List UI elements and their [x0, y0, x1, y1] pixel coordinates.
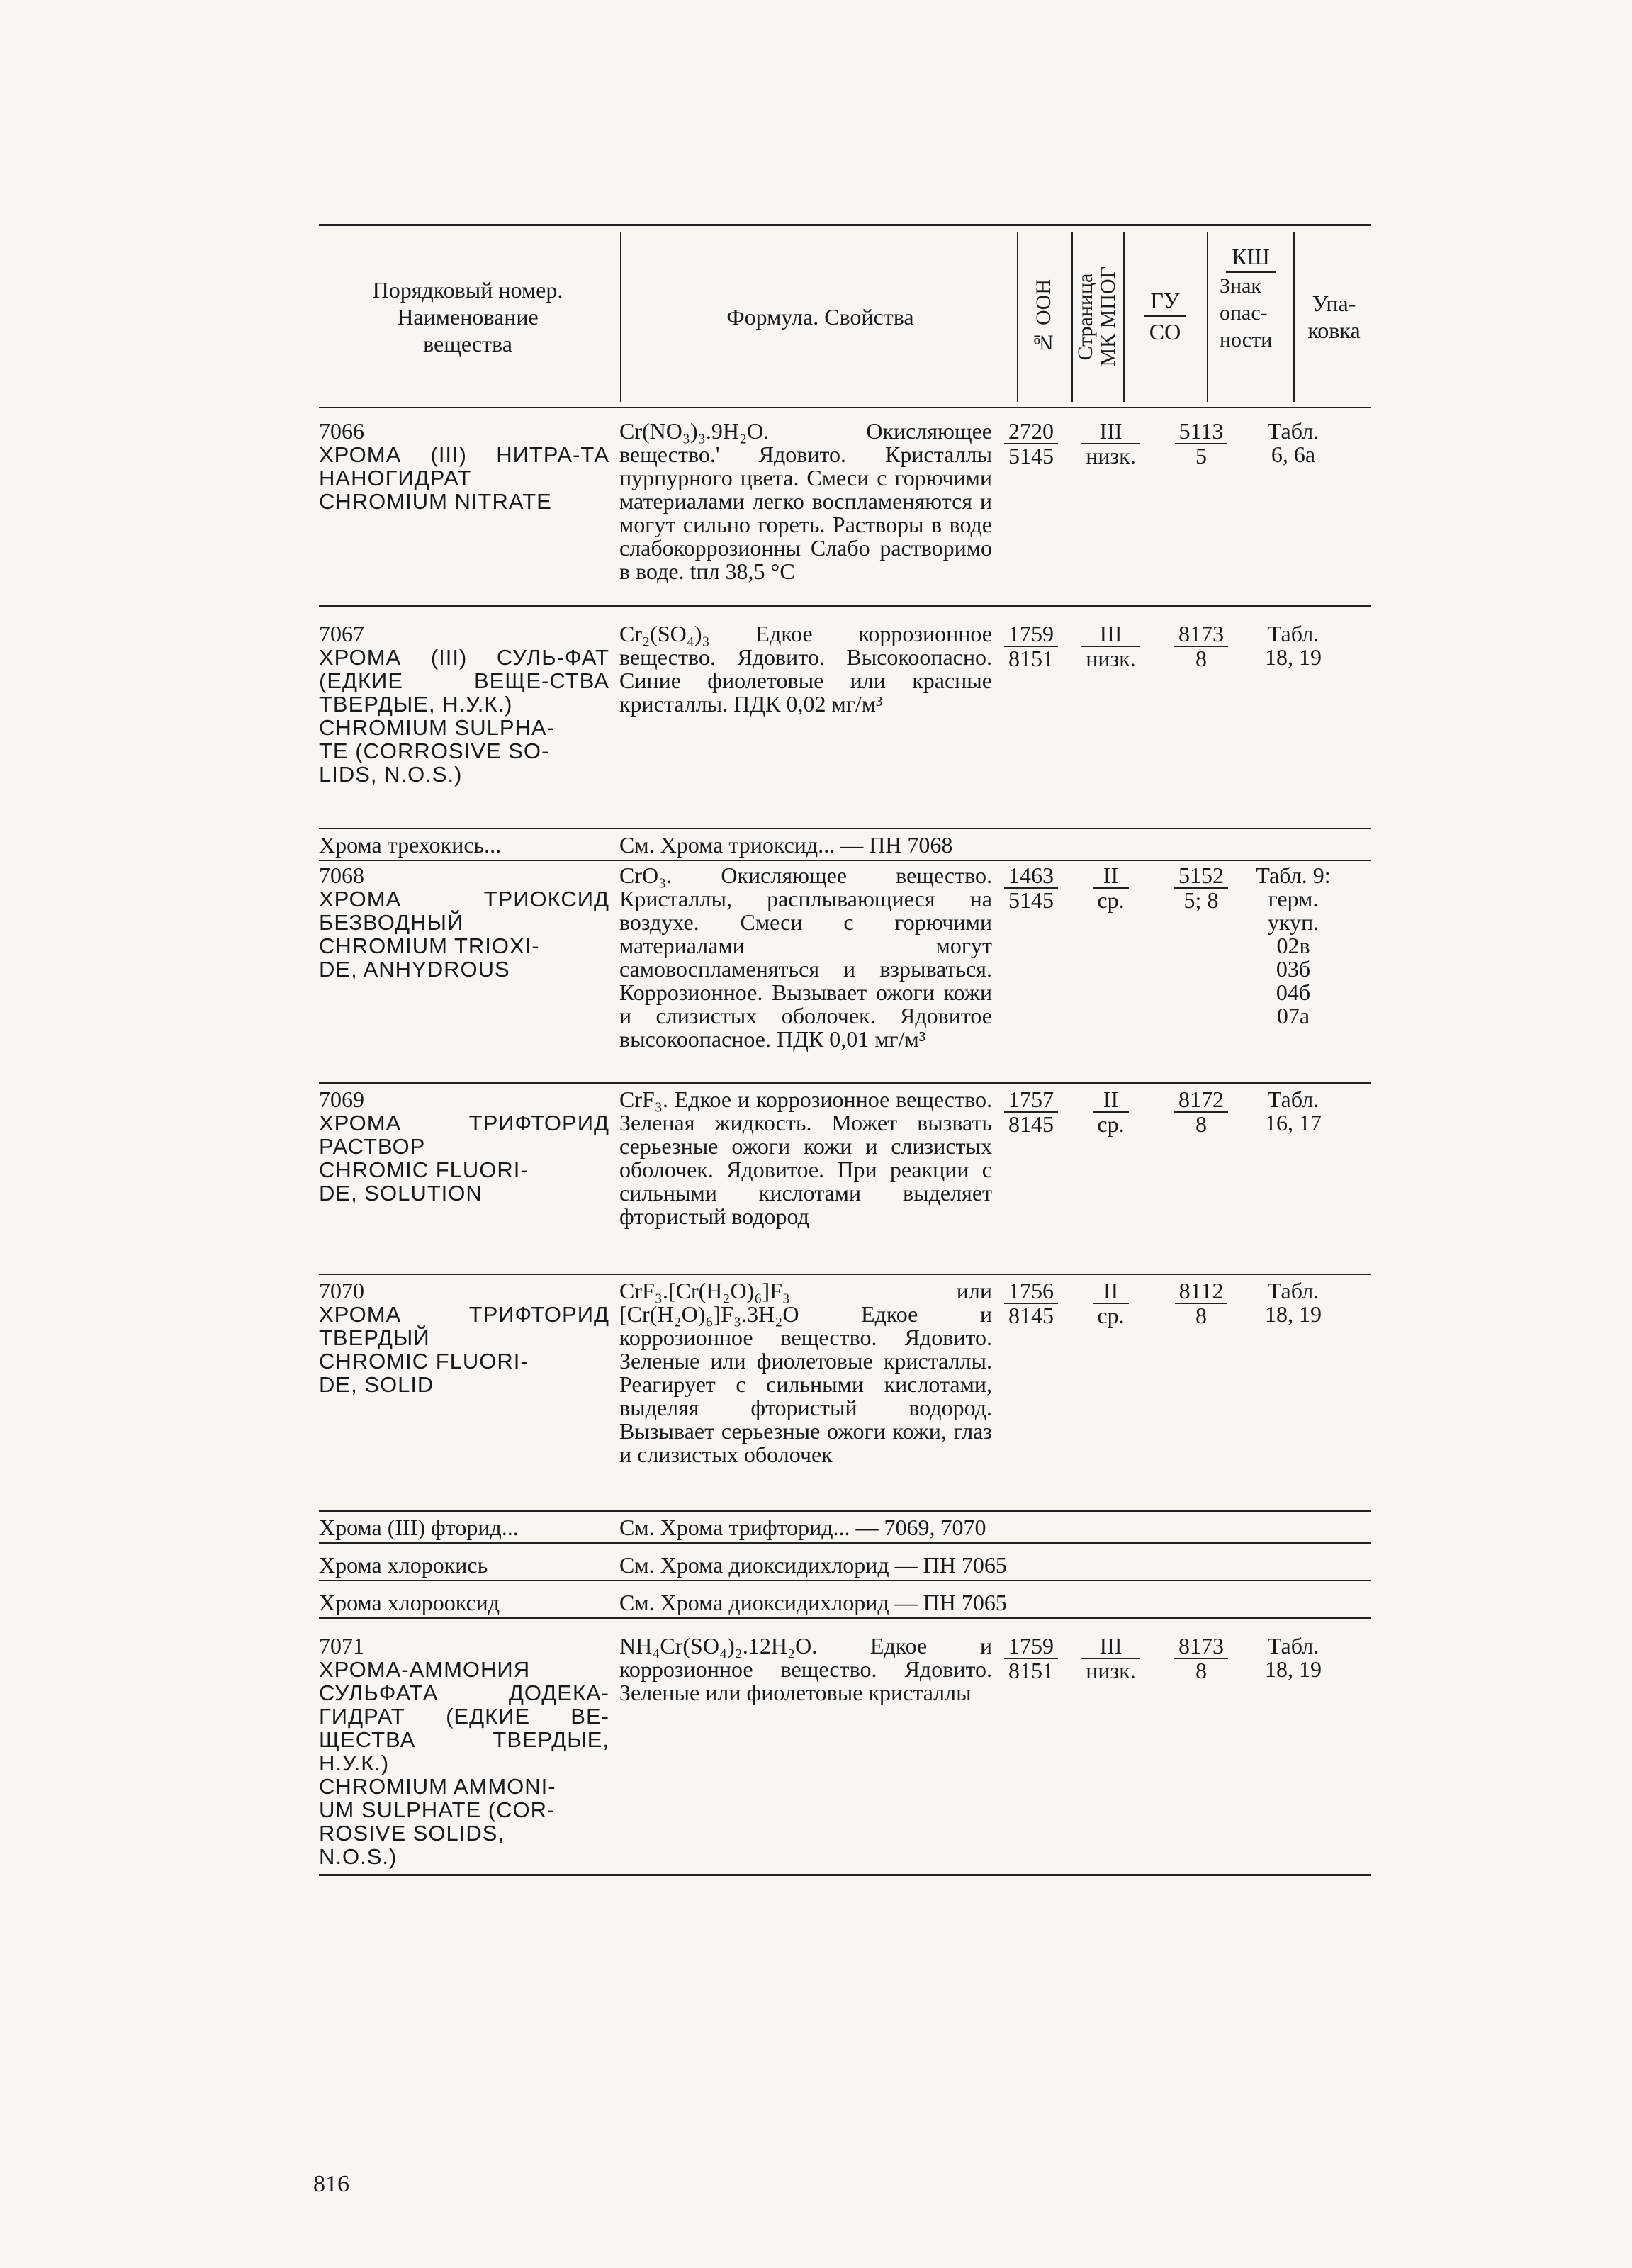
ref-text: См. Хрома диоксидихлорид — ПН 7065 — [619, 1552, 1007, 1578]
header-co-label: СО — [1144, 315, 1186, 347]
row-number: 7066 — [319, 418, 364, 444]
row-name-en: CHROMIC FLUORI- DE, SOLUTION — [319, 1157, 529, 1206]
row-un-number: 1759 — [1004, 1634, 1058, 1659]
header-name — [319, 226, 617, 407]
row-number: 7070 — [319, 1278, 364, 1303]
row-formula: NH₄Cr(SO₄)₂.12H₂O. Едкое и коррозионное вещество. Ядовито. Зеленые или фиолетовые кристаллы — [619, 1633, 992, 1705]
row-gu: II — [1093, 1279, 1128, 1304]
table-row — [319, 1084, 1371, 1274]
header-page-label: Страница МК МПОГ — [1074, 266, 1120, 367]
row-sign: 8 — [1195, 1111, 1207, 1137]
row-gu-co — [1070, 1088, 1152, 1274]
row-ksh-sign — [1152, 1088, 1251, 1274]
cross-reference — [319, 1581, 1371, 1617]
row-page-number: 5145 — [1008, 887, 1054, 913]
row-ksh: 8173 — [1174, 622, 1228, 647]
header-formula-label: Формула. Свойства — [726, 303, 914, 330]
row-ksh: 8112 — [1175, 1279, 1228, 1304]
row-un-number: 2720 — [1004, 420, 1058, 444]
header-ksh-label: КШ — [1226, 243, 1276, 273]
header-pack — [1297, 226, 1371, 407]
row-sign: 8 — [1195, 1303, 1207, 1328]
ref-name: Хрома хлорокись — [319, 1552, 488, 1578]
row-gu: III — [1081, 622, 1139, 647]
row-ksh-sign — [1152, 1634, 1251, 1874]
row-ksh-sign — [1152, 420, 1251, 605]
row-ksh-sign — [1152, 1279, 1251, 1510]
row-pack: Табл. 16, 17 — [1265, 1087, 1322, 1135]
row-gu: II — [1093, 864, 1128, 889]
row-formula: Cr₂(SO₄)₃ Едкое коррозионное вещество. Ядовито. Высокоопасно. Синие фиолетовые или красные кристаллы. ПДК 0,02 мг/м³ — [619, 621, 992, 717]
row-page-number: 8151 — [1008, 646, 1054, 671]
row-formula: CrF₃. Едкое и коррозионное вещество. Зеленая жидкость. Может вызвать серьезные ожоги кожи и слизистых оболочек. Ядовитое. При реакции с сильными кислотами выделяет фтористый водород — [619, 1087, 992, 1229]
row-co: ср. — [1097, 1111, 1125, 1137]
row-pack: Табл. 6, 6а — [1267, 418, 1319, 467]
ref-name: Хрома хлорооксид — [319, 1590, 500, 1615]
row-gu-co — [1070, 1279, 1152, 1510]
row-un-number: 1756 — [1004, 1279, 1058, 1304]
row-ksh: 8172 — [1174, 1088, 1228, 1113]
row-ksh: 5113 — [1175, 420, 1228, 444]
ref-text: См. Хрома диоксидихлорид — ПН 7065 — [619, 1590, 1007, 1615]
header-gu-label: ГУ — [1150, 287, 1180, 313]
row-gu-co — [1070, 1634, 1152, 1874]
row-pack: Табл. 18, 19 — [1265, 1278, 1322, 1327]
row-sign: 5 — [1195, 443, 1207, 468]
row-co: низк. — [1086, 646, 1136, 671]
row-name-en: CHROMIC FLUORI- DE, SOLID — [319, 1349, 529, 1397]
row-name-ru: ХРОМА-АММОНИЯ СУЛЬФАТА ДОДЕКА-ГИДРАТ (ЕДКИЕ ВЕ-ЩЕСТВА ТВЕРДЫЕ, Н.У.К.) — [319, 1657, 609, 1775]
header-un-label: № ООН — [1031, 279, 1055, 354]
row-ksh: 8173 — [1174, 1634, 1228, 1659]
row-name-cell — [319, 622, 609, 828]
row-name-cell — [319, 864, 609, 1082]
row-ksh: 5152 — [1174, 864, 1228, 889]
header-ksh — [1208, 226, 1293, 407]
page-number: 816 — [313, 2171, 349, 2197]
header-gu — [1123, 226, 1207, 407]
row-page-number: 8145 — [1008, 1303, 1054, 1328]
row-name-cell — [319, 1279, 609, 1510]
table-header — [319, 226, 1371, 407]
substance-table — [319, 224, 1371, 1876]
row-name-ru: ХРОМА ТРИОКСИД БЕЗВОДНЫЙ — [319, 887, 609, 935]
row-name-ru: ХРОМА (III) СУЛЬ-ФАТ (ЕДКИЕ ВЕЩЕ-СТВА ТВЕРДЫЕ, Н.У.К.) — [319, 645, 609, 717]
row-un-page — [992, 420, 1070, 605]
table-row — [319, 408, 1371, 605]
row-un-number: 1463 — [1004, 864, 1058, 889]
row-name-ru: ХРОМА ТРИФТОРИД РАСТВОР — [319, 1111, 609, 1159]
row-name-cell — [319, 1634, 609, 1874]
ref-name: Хрома трехокись... — [319, 832, 502, 858]
row-sign: 5; 8 — [1183, 887, 1219, 913]
cross-reference — [319, 1512, 1371, 1542]
row-number: 7067 — [319, 621, 364, 646]
row-number: 7069 — [319, 1087, 364, 1112]
row-ksh-sign — [1152, 864, 1251, 1082]
row-page-number: 5145 — [1008, 443, 1054, 468]
row-pack: Табл. 9: герм. укуп. 02в 03б 04б 07а — [1256, 863, 1331, 1028]
row-gu: II — [1093, 1088, 1128, 1113]
table-row — [319, 861, 1371, 1082]
row-page-number: 8145 — [1008, 1111, 1054, 1137]
row-gu-co — [1070, 864, 1152, 1082]
table-row — [319, 1275, 1371, 1510]
row-name-cell — [319, 420, 609, 605]
row-co: ср. — [1097, 1303, 1125, 1328]
header-formula — [624, 226, 1017, 407]
row-name-cell — [319, 1088, 609, 1274]
header-page — [1071, 226, 1122, 407]
row-gu-co — [1070, 622, 1152, 828]
row-gu: III — [1081, 1634, 1139, 1659]
row-un-page — [992, 622, 1070, 828]
row-name-ru: ХРОМА ТРИФТОРИД ТВЕРДЫЙ — [319, 1302, 609, 1350]
ref-text: См. Хрома трифторид... — 7069, 7070 — [619, 1515, 986, 1540]
row-co: низк. — [1086, 1658, 1136, 1683]
row-pack: Табл. 18, 19 — [1265, 1633, 1322, 1682]
table-bottom-rule — [319, 1874, 1371, 1876]
row-name-en: CHROMIUM SULPHA- TE (CORROSIVE SO- LIDS, N.O.S.) — [319, 715, 555, 787]
row-pack: Табл. 18, 19 — [1265, 621, 1322, 670]
row-name-ru: ХРОМА (III) НИТРА-ТА НАНОГИДРАТ — [319, 442, 609, 490]
row-un-page — [992, 1279, 1070, 1510]
cross-reference — [319, 1544, 1371, 1580]
row-number: 7071 — [319, 1633, 364, 1658]
row-name-en: CHROMIUM NITRATE — [319, 489, 552, 514]
row-co: ср. — [1097, 887, 1125, 913]
header-divider — [620, 232, 621, 402]
row-ksh-sign — [1152, 622, 1251, 828]
header-divider — [1293, 232, 1295, 402]
ref-name: Хрома (III) фторид... — [319, 1515, 519, 1540]
header-un — [1017, 226, 1070, 407]
row-co: низк. — [1086, 443, 1136, 468]
row-formula: Cr(NO₃)₃.9H₂O. Окисляющее вещество.' Ядовито. Кристаллы пурпурного цвета. Смеси с горючими материалами легко воспламеняются и могут сильно гореть. Растворы в воде слабокоррозионны Слабо растворимо в воде. tпл 38,5 °C — [619, 418, 992, 584]
table-row — [319, 1619, 1371, 1874]
row-page-number: 8151 — [1008, 1658, 1054, 1683]
header-pack-label: Упа- ковка — [1307, 290, 1361, 343]
row-sign: 8 — [1195, 646, 1207, 671]
row-formula: CrO₃. Окисляющее вещество. Кристаллы, расплывающиеся на воздухе. Смеси с горючими материалами могут самовоспламеняться и взрываться. Коррозионное. Вызывает ожоги кожи и слизистых оболочек. Ядовитое высокоопасное. ПДК 0,01 мг/м³ — [619, 863, 992, 1052]
cross-reference — [319, 829, 1371, 860]
row-un-number: 1757 — [1004, 1088, 1058, 1113]
row-number: 7068 — [319, 863, 364, 888]
row-name-en: CHROMIUM TRIOXI- DE, ANHYDROUS — [319, 933, 540, 982]
row-gu-co — [1070, 420, 1152, 605]
row-name-en: CHROMIUM AMMONI- UM SULPHATE (COR- ROSIVE SOLIDS, N.O.S.) — [319, 1774, 556, 1869]
row-un-page — [992, 1088, 1070, 1274]
row-un-number: 1759 — [1004, 622, 1058, 647]
row-un-page — [992, 1634, 1070, 1874]
ref-text: См. Хрома триоксид... — ПН 7068 — [619, 832, 953, 858]
row-gu: III — [1081, 420, 1139, 444]
row-sign: 8 — [1195, 1658, 1207, 1683]
row-formula: CrF₃.[Cr(H₂O)₆]F₃ или [Cr(H₂O)₆]F₃.3H₂O Едкое и коррозионное вещество. Ядовито. Зеленые или фиолетовые кристаллы. Реагирует с сильными кислотами, выделяя фтористый водород. Вызывает серьезные ожоги кожи, глаз и слизистых оболочек — [619, 1278, 992, 1467]
header-name-label: Порядковый номер. Наименование вещества — [372, 276, 563, 357]
header-sign-label: Знак опас- ности — [1220, 274, 1273, 352]
table-row — [319, 607, 1371, 828]
row-un-page — [992, 864, 1070, 1082]
